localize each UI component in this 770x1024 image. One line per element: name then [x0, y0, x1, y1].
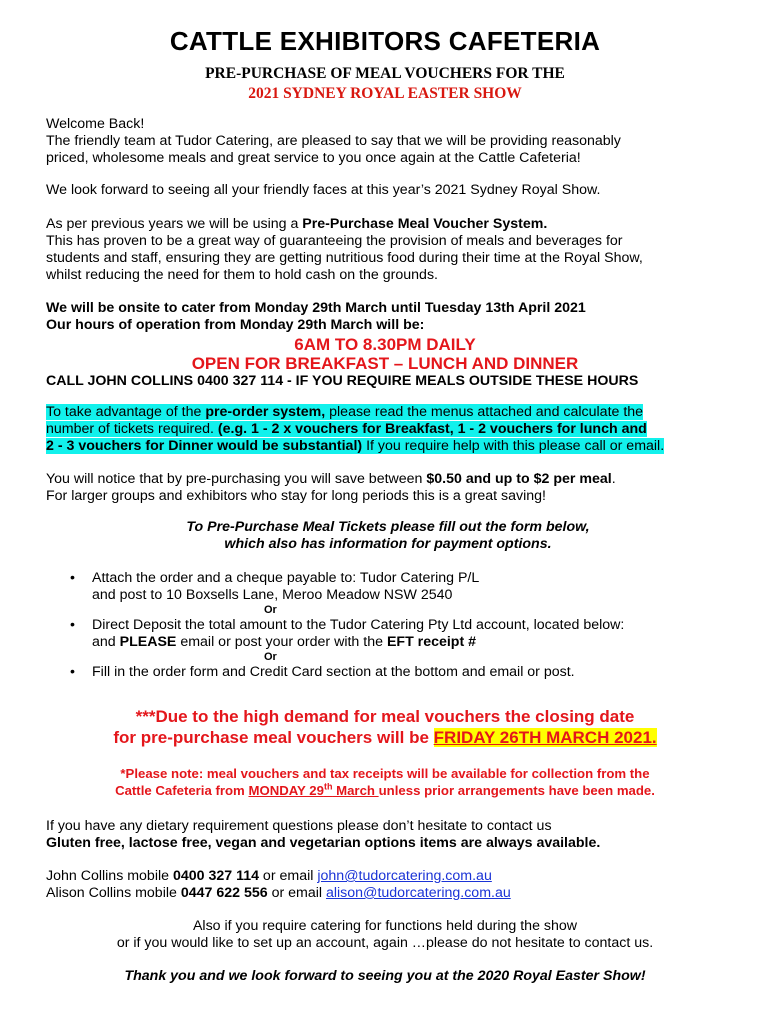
- contact-john: John Collins mobile 0400 327 114 or email john@tudorcatering.com.au: [46, 868, 492, 884]
- hours-banner: [0, 335, 770, 373]
- look-forward-paragraph: [46, 182, 730, 199]
- dietary-section: [46, 818, 730, 852]
- closing-date-notice: [0, 706, 770, 748]
- intro-section: [46, 116, 730, 167]
- alison-phone: 0447 622 556: [180, 885, 268, 901]
- preorder-help: If you require help with this please call or email.: [362, 438, 665, 454]
- bullet-icon: •: [70, 664, 75, 680]
- dietary-text: If you have any dietary requirement questions please don’t hesitate to contact us: [46, 818, 552, 834]
- footer: [0, 968, 770, 985]
- collection-date: MONDAY 29th March: [248, 781, 379, 798]
- list-item: [46, 664, 730, 681]
- hours-intro: Our hours of operation from Monday 29th March will be:: [46, 317, 425, 333]
- functions-text: Also if you require catering for functions held during the show: [192, 918, 578, 934]
- preorder-system-label: pre-order system,: [205, 404, 326, 420]
- preorder-highlight: [46, 404, 730, 455]
- intro-text: The friendly team at Tudor Catering, are pleased to say that we will be providing reasonably: [46, 133, 621, 149]
- cheque-option-text: and post to 10 Boxsells Lane, Meroo Meadow NSW 2540: [92, 587, 453, 603]
- call-john-text: CALL JOHN COLLINS 0400 327 114 - IF YOU REQUIRE MEALS OUTSIDE THESE HOURS: [46, 373, 639, 389]
- eft-receipt-label: EFT receipt #: [386, 634, 477, 650]
- form-intro-text: which also has information for payment options.: [224, 536, 552, 552]
- savings-text: For larger groups and exhibitors who stay for long periods this is a great saving!: [46, 488, 546, 504]
- functions-text: or if you would like to set up an account, again …please do not hesitate to contact us.: [116, 935, 654, 951]
- please-emphasis: PLEASE: [119, 634, 177, 650]
- cheque-option-text: Attach the order and a cheque payable to: Tudor Catering P/L: [92, 570, 480, 586]
- alison-email-link[interactable]: alison@tudorcatering.com.au: [325, 885, 511, 901]
- onsite-dates: We will be onsite to cater from Monday 29th March until Tuesday 13th April 2021: [46, 300, 586, 316]
- subtitle-line-1: PRE-PURCHASE OF MEAL VOUCHERS FOR THE: [205, 65, 565, 82]
- call-outside-hours: [46, 373, 730, 390]
- closing-date-text: ***Due to the high demand for meal vouchers the closing date: [135, 707, 635, 726]
- deposit-option-text: Direct Deposit the total amount to the Tudor Catering Pty Ltd account, located below:: [92, 617, 625, 633]
- order-form-option-text: Fill in the order form and Credit Card section at the bottom and email or post.: [92, 664, 575, 680]
- preorder-example: (e.g. 1 - 2 x vouchers for Breakfast, 1 - 2 vouchers for lunch and: [217, 421, 647, 437]
- form-intro: [46, 519, 730, 553]
- voucher-intro-text: As per previous years we will be using a: [46, 216, 303, 232]
- savings-amount: $0.50 and up to $2 per meal: [426, 471, 612, 487]
- bullet-icon: •: [70, 617, 75, 633]
- daily-hours: 6AM TO 8.30PM DAILY: [294, 335, 476, 354]
- preorder-text: number of tickets required.: [46, 421, 218, 437]
- contacts-section: [46, 868, 730, 902]
- thank-you-text: Thank you and we look forward to seeing you at the 2020 Royal Easter Show!: [124, 968, 646, 984]
- functions-section: [0, 918, 770, 952]
- collection-note-text: *Please note: meal vouchers and tax receipts will be available for collection from the: [120, 766, 650, 781]
- voucher-text: students and staff, ensuring they are getting nutritious food during their time at the Royal Show,: [46, 250, 643, 266]
- preorder-text: To take advantage of the: [46, 404, 206, 420]
- intro-text: priced, wholesome meals and great service to you once again at the Cattle Cafeteria!: [46, 150, 581, 166]
- savings-paragraph: You will notice that by pre-purchasing you will save between $0.50 and up to $2 per meal. For larger groups and exhibitors who stay for long periods this is a great saving!: [46, 471, 730, 505]
- list-item: • Direct Deposit the total amount to the Tudor Catering Pty Ltd account, located below: and PLEASE email or post your order with the EFT receipt #: [46, 617, 730, 651]
- meals-served: OPEN FOR BREAKFAST – LUNCH AND DINNER: [191, 354, 579, 373]
- or-separator: Or: [264, 604, 277, 616]
- contact-alison: Alison Collins mobile 0447 622 556 or email alison@tudorcatering.com.au: [46, 885, 511, 901]
- bullet-icon: •: [70, 570, 75, 586]
- closing-date-text: for pre-purchase meal vouchers will be: [113, 728, 434, 747]
- closing-date-highlight: FRIDAY 26TH MARCH 2021.: [433, 728, 657, 747]
- dietary-options: Gluten free, lactose free, vegan and vegetarian options items are always available.: [46, 835, 601, 851]
- hours-section: [46, 300, 730, 334]
- subtitle-line-2: 2021 SYDNEY ROYAL EASTER SHOW: [248, 85, 522, 102]
- preorder-text: please read the menus attached and calculate the: [325, 404, 644, 420]
- preorder-example: 2 - 3 vouchers for Dinner would be substantial): [46, 438, 363, 454]
- look-forward-text: We look forward to seeing all your friendly faces at this year’s 2021 Sydney Royal Show.: [46, 182, 601, 198]
- voucher-text: This has proven to be a great way of guaranteeing the provision of meals and beverages for: [46, 233, 623, 249]
- form-intro-text: To Pre-Purchase Meal Tickets please fill out the form below,: [186, 519, 590, 535]
- payment-options-list: [46, 570, 730, 681]
- savings-text: You will notice that by pre-purchasing you will save between: [46, 471, 427, 487]
- list-item: [46, 570, 730, 604]
- voucher-text: whilst reducing the need for them to hold cash on the grounds.: [46, 267, 438, 283]
- or-separator: Or: [264, 651, 277, 663]
- page-title: CATTLE EXHIBITORS CAFETERIA: [169, 26, 601, 56]
- collection-note: *Please note: meal vouchers and tax receipts will be available for collection from the Cattle Cafeteria from MONDAY 29th March unless prior arrangements have been made.: [0, 765, 770, 799]
- voucher-system-name: Pre-Purchase Meal Voucher System.: [302, 216, 548, 232]
- john-phone: 0400 327 114: [172, 868, 259, 884]
- john-email-link[interactable]: john@tudorcatering.com.au: [317, 868, 492, 884]
- welcome-text: Welcome Back!: [46, 116, 145, 132]
- voucher-system-paragraph: [46, 216, 730, 284]
